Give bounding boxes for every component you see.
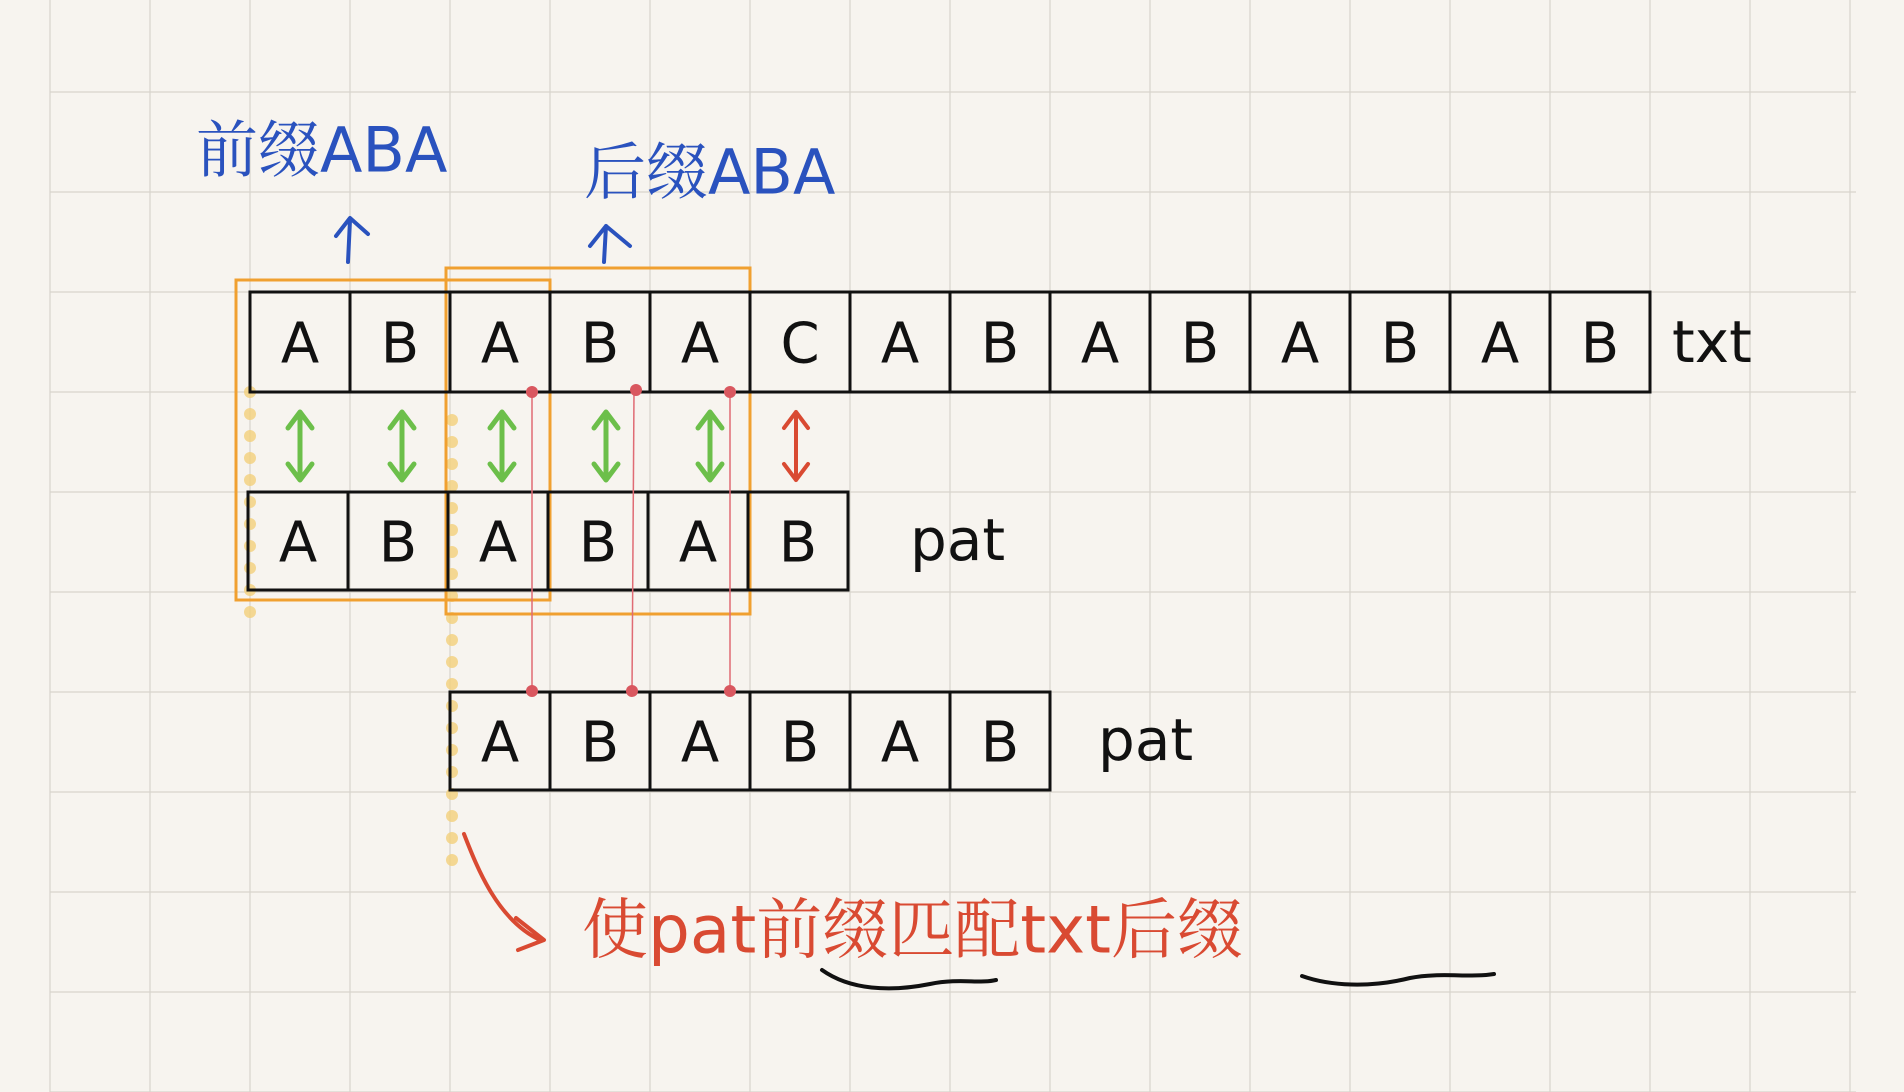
guide-dot xyxy=(244,452,256,464)
connector-dot xyxy=(526,386,538,398)
guide-dot xyxy=(446,832,458,844)
connector-dot xyxy=(630,384,642,396)
guide-dot xyxy=(446,854,458,866)
txt-cell-letter: B xyxy=(380,311,420,377)
guide-dot xyxy=(244,496,256,508)
txt-cell-letter: B xyxy=(580,311,620,377)
guide-dot xyxy=(446,458,458,470)
pat-top-row-label: pat xyxy=(910,506,1006,574)
pat-top-cell-letter: B xyxy=(378,510,418,576)
connector-dot xyxy=(626,685,638,697)
guide-dot xyxy=(446,744,458,756)
guide-dot xyxy=(446,700,458,712)
guide-dot xyxy=(446,480,458,492)
txt-cell-letter: B xyxy=(1180,311,1220,377)
connector-dot xyxy=(724,386,736,398)
guide-dot xyxy=(446,634,458,646)
connector-dot xyxy=(724,685,736,697)
guide-dot xyxy=(446,436,458,448)
txt-cell-letter: A xyxy=(1480,311,1520,377)
guide-dot xyxy=(244,518,256,530)
guide-dot xyxy=(244,606,256,618)
pat-shifted-cell-letter: A xyxy=(480,710,520,776)
txt-cell-letter: B xyxy=(980,311,1020,377)
guide-dot xyxy=(244,408,256,420)
guide-dot xyxy=(244,540,256,552)
pat-shifted-cell-letter: A xyxy=(680,710,720,776)
pat-shifted-cell-letter: B xyxy=(580,710,620,776)
guide-dot xyxy=(446,656,458,668)
guide-dot xyxy=(446,414,458,426)
txt-cell-letter: A xyxy=(280,311,320,377)
pat-top-cell-letter: B xyxy=(578,510,618,576)
guide-dot xyxy=(446,678,458,690)
pat-top-cell-letter: A xyxy=(478,510,518,576)
pat-shifted-row-label: pat xyxy=(1098,706,1194,774)
txt-cell-letter: B xyxy=(1380,311,1420,377)
caption-text: 使pat前缀匹配txt后缀 xyxy=(582,891,1244,969)
pat-shifted-cell-letter: A xyxy=(880,710,920,776)
txt-cell-letter: A xyxy=(1280,311,1320,377)
txt-cell-letter: A xyxy=(680,311,720,377)
guide-dot xyxy=(244,474,256,486)
connector-dot xyxy=(526,685,538,697)
guide-dot xyxy=(446,810,458,822)
txt-cell-letter: B xyxy=(1580,311,1620,377)
pat-top-cell-letter: A xyxy=(678,510,718,576)
guide-dot xyxy=(244,562,256,574)
pat-top-cell-letter: B xyxy=(778,510,818,576)
txt-row-label: txt xyxy=(1672,308,1752,376)
pat-top-cell-letter: A xyxy=(278,510,318,576)
pat-shifted-cell-letter: B xyxy=(980,710,1020,776)
pat-shifted-cell-letter: B xyxy=(780,710,820,776)
suffix-label: 后缀ABA xyxy=(584,135,836,209)
guide-dot xyxy=(446,722,458,734)
txt-cell-letter: C xyxy=(780,311,820,377)
txt-cell-letter: A xyxy=(880,311,920,377)
txt-cell-letter: A xyxy=(480,311,520,377)
guide-dot xyxy=(244,430,256,442)
prefix-label: 前缀ABA xyxy=(196,113,448,187)
txt-cell-letter: A xyxy=(1080,311,1120,377)
guide-dot xyxy=(446,766,458,778)
